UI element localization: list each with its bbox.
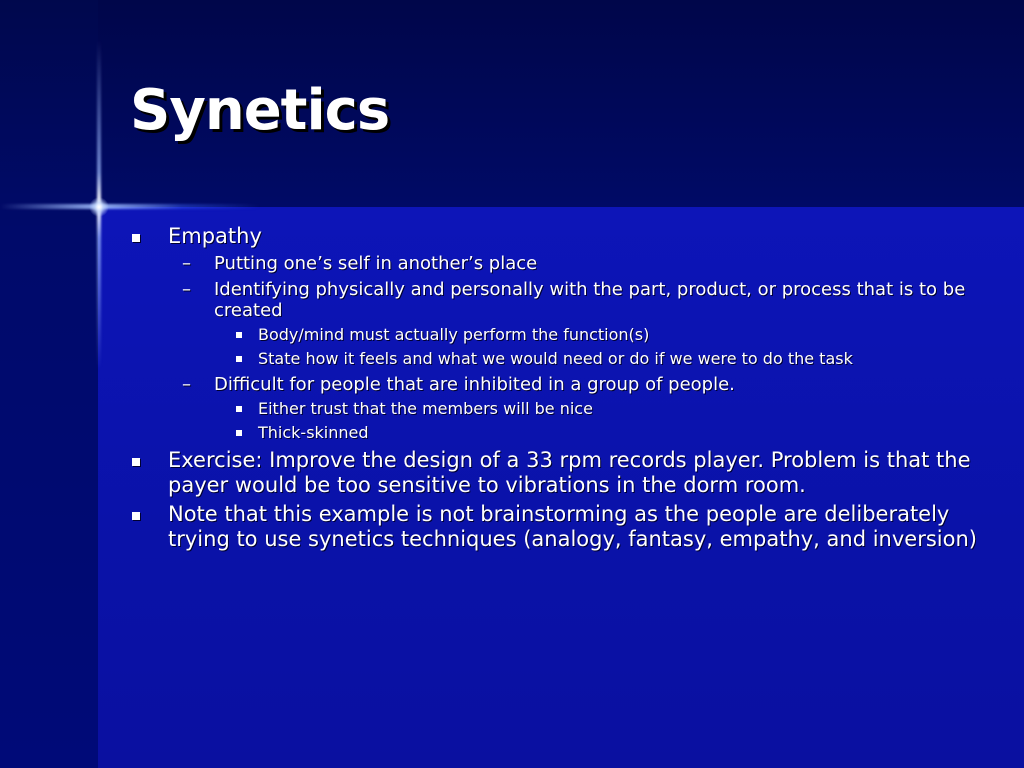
bullet-text: Exercise: Improve the design of a 33 rpm records player. Problem is that the payer would be too sensitive to vibrations in the dorm room. [168,448,971,497]
sub-sub-list [214,399,990,443]
sub-list [168,253,990,443]
square-bullet-icon [132,458,140,466]
bullet-note [130,502,990,552]
slide-content [130,224,990,556]
bullet-text: Note that this example is not brainstorming as the people are deliberately trying to use synetics techniques (analogy, fantasy, empathy, and inversion) [168,502,977,551]
sub-sub-bullet-text: State how it feels and what we would need or do if we were to do the task [258,349,853,368]
dash-bullet-icon: – [182,279,191,300]
sub-sub-bullet [214,399,990,419]
sub-sub-bullet [214,325,990,345]
sub-bullet-text: Difficult for people that are inhibited in a group of people. [214,374,735,395]
square-bullet-icon [236,332,242,338]
slide-title: Synetics [130,78,390,143]
sub-bullet-text: Putting one’s self in another’s place [214,253,538,274]
sub-bullet-text: Identifying physically and personally with the part, product, or process that is to be created [214,279,966,321]
left-band [0,0,98,768]
square-bullet-icon [236,430,242,436]
sub-bullet [168,253,990,274]
dash-bullet-icon: – [182,253,191,274]
bullet-text: Empathy [168,224,262,248]
sub-bullet [168,279,990,369]
sub-sub-list [214,325,990,369]
bullet-exercise [130,448,990,498]
sub-sub-bullet [214,423,990,443]
square-bullet-icon [132,512,140,520]
sub-sub-bullet-text: Body/mind must actually perform the function(s) [258,325,650,344]
square-bullet-icon [236,406,242,412]
star-flare-horizontal [0,204,260,209]
square-bullet-icon [236,356,242,362]
star-flare-icon [89,197,109,217]
square-bullet-icon [132,234,140,242]
bullet-empathy [130,224,990,443]
sub-bullet [168,374,990,443]
sub-sub-bullet-text: Thick-skinned [258,423,369,442]
bullet-list [130,224,990,552]
dash-bullet-icon: – [182,374,191,395]
sub-sub-bullet [214,349,990,369]
sub-sub-bullet-text: Either trust that the members will be nice [258,399,593,418]
